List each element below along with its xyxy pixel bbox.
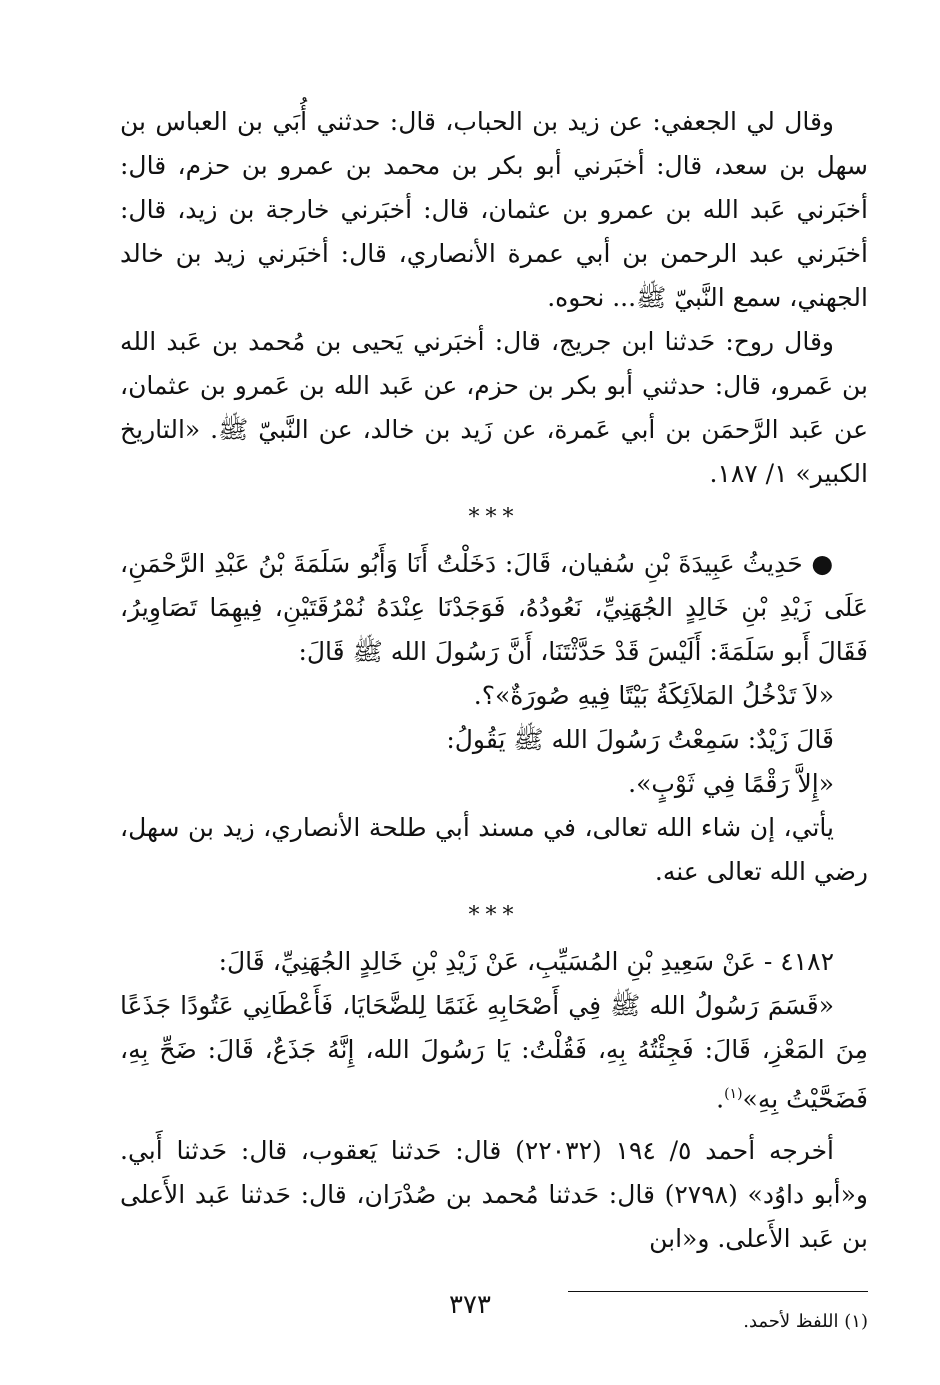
paragraph: وقال روح: حَدثنا ابن جريج، قال: أخبَرني يَحيى بن مُحمد بن عَبد الله بن عَمرو، قال: حدثني أبو بكر بن حزم، عن عَبد الله بن عَمرو بن عثمان، عن عَبد الرَّحمَن بن أبي عَمرة، عن زَيد بن خالد، عن النَّبيّ ﷺ. «التاريخ الكبير» ١/ ١٨٧.: [120, 327, 868, 488]
paragraph: قَالَ زَيْدٌ: سَمِعْتُ رَسُولَ الله ﷺ يَقُولُ:: [446, 725, 834, 754]
paragraph: يأتي، إن شاء الله تعالى، في مسند أبي طلحة الأنصاري، زيد بن سهل، رضي الله تعالى عنه.: [120, 813, 868, 886]
footnote-marker[interactable]: (١): [724, 1086, 743, 1102]
hadith-heading: ٤١٨٢ - عَنْ سَعِيدِ بْنِ المُسَيِّبِ، عَنْ زَيْدِ بْنِ خَالِدٍ الجُهَنِيِّ، قَالَ:: [218, 947, 834, 976]
hadith-quote: «قَسَمَ رَسُولُ الله ﷺ فِي أَصْحَابِهِ غَنَمًا لِلضَّحَايَا، فَأَعْطَانِي عَتُودًا جَذَعًا مِنَ المَعْزِ، قَالَ: فَجِئْتُهُ بِهِ، فَقُلْتُ: يَا رَسُولَ الله، إِنَّهُ جَذَعٌ، قَالَ: ضَحِّ بِهِ، فَضَحَّيْتُ بِهِ»: [120, 991, 868, 1114]
section-separator: ***: [468, 505, 520, 530]
footnote: (١) اللفظ لأحمد.: [743, 1311, 868, 1333]
hadith-quote: «إِلاَّ رَقْمًا فِي ثَوْبٍ».: [628, 769, 834, 798]
section-separator: ***: [468, 903, 520, 928]
hadith-heading: ● حَدِيثُ عَبِيدَةَ بْنِ سُفيان، قَالَ: دَخَلْتُ أَنَا وَأَبُو سَلَمَةَ بْنُ عَبْدِ الرَّحْمَنِ، عَلَى زَيْدِ بْنِ خَالِدٍ الجُهَنِيِّ، نَعُودُهُ، فَوَجَدْنَا عِنْدَهُ نُمْرُقَتَيْنِ، فِيهِمَا تَصَاوِيرُ، فَقَالَ أَبو سَلَمَةَ: أَلَيْسَ قَدْ حَدَّثْتَنَا، أَنَّ رَسُولَ الله ﷺ قَالَ:: [120, 542, 868, 674]
period: .: [716, 1084, 725, 1114]
page-number: ٣٧٣: [449, 1290, 491, 1320]
takhrij-paragraph: أخرجه أحمد ٥/ ١٩٤ (٢٢٠٣٢) قال: حَدثنا يَعقوب، قال: حَدثنا أَبي. و«أبو داوُد» (٢٧٩٨) قال: حَدثنا مُحمد بن صُدْرَان، قال: حَدثنا عَبد الأَعلى بن عَبد الأَعلى. و«ابن: [120, 1136, 868, 1254]
paragraph: وقال لي الجعفي: عن زيد بن الحباب، قال: حدثني أُبَي بن العباس بن سهل بن سعد، قال: أخبَرني أبو بكر بن محمد بن عمرو بن حزم، قال: أخبَرني عَبد الله بن عمرو بن عثمان، قال: أخبَرني خارجة بن زيد، قال: أخبَرني عبد الرحمن بن أبي عمرة الأنصاري، قال: أخبَرني زيد بن خالد الجهني، سمع النَّبيّ ﷺ... نحوه.: [120, 107, 868, 312]
hadith-quote: «لاَ تَدْخُلُ المَلاَئِكَةُ بَيْتًا فِيهِ صُورَةٌ»؟.: [473, 681, 834, 710]
hadith-text: [120, 984, 868, 1121]
